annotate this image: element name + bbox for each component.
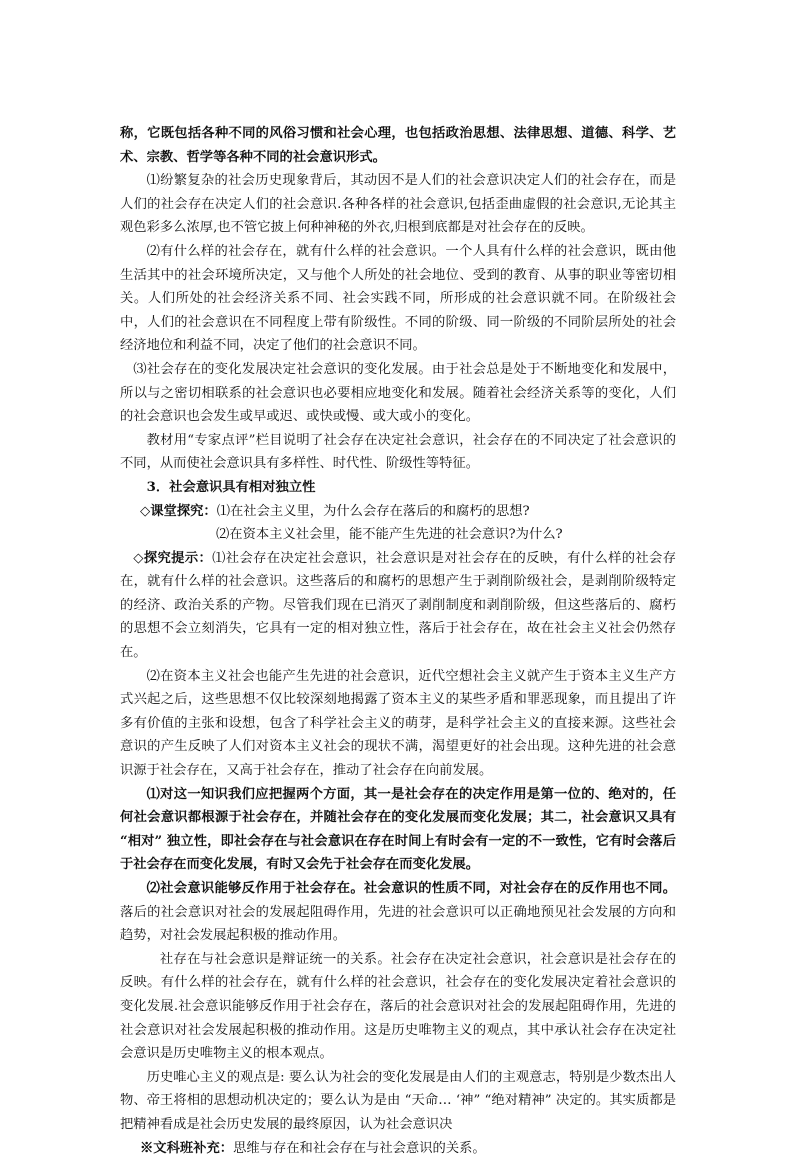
paragraph-point-3: ⑶社会存在的变化发展决定社会意识的变化发展。由于社会总是处于不断地变化和发展中，所以与之密切相联系的社会意识也必要相应地变化和发展。随着社会经济关系等的变化，人们的社会意识也会发生或早或迟、或快或慢、或大或小的变化。 bbox=[120, 361, 676, 425]
section-heading-3: 3．社会意识具有相对独立性 bbox=[146, 479, 316, 495]
tip-label: ◇探究提示： bbox=[133, 550, 213, 566]
paragraph-point-1: ⑴纷繁复杂的社会历史现象背后，其动因不是人们的社会意识决定人们的社会存在，而是人们的社会存在决定人们的社会意识.各种各样的社会意识,包括歪曲虚假的社会意识,无论其主观色彩多么浓厚,也不管它披上何种神秘的外衣,归根到底都是对社会存在的反映。 bbox=[120, 173, 676, 236]
paragraph-counteraction bbox=[120, 877, 676, 948]
paragraph-social-consciousness-forms: 称，它既包括各种不同的风俗习惯和社会心理，也包括政治思想、法律思想、道德、科学、艺术、宗教、哲学等各种不同的社会意识形式。 bbox=[120, 126, 676, 165]
paragraph-expert-comment: 教材用“专家点评”栏目说明了社会存在决定社会意识，社会存在的不同决定了社会意识的不同，从而使社会意识具有多样性、时代性、阶级性等特征。 bbox=[120, 432, 676, 472]
paragraph-historical-idealism: 历史唯心主义的观点是: 要么认为社会的变化发展是由人们的主观意志，特别是少数杰出人物、帝王将相的思想动机决定的；要么认为是由 “天命… ‘神” “绝对精神” 决定的。其实质都是把精神看成是社会历史发展的最终原因，认为社会意识决 bbox=[120, 1069, 676, 1132]
classroom-inquiry bbox=[120, 500, 676, 524]
counteraction-bold: ⑵社会意识能够反作用于社会存在。社会意识的性质不同，对社会存在的反作用也不同。 bbox=[146, 881, 676, 896]
paragraph-relative-independence: ⑴对这一知识我们应把握两个方面，其一是社会存在的决定作用是第一位的、绝对的，任何社会意识都根源于社会存在，并随社会存在的变化发展而变化发展；其二，社会意识又具有 “相对” 独立性，即社会存在与社会意识在存在时间上有时会有一定的不一致性，它有时会落后于社会存在而变化发展，有时又会先于社会存在而变化发展。 bbox=[120, 786, 676, 873]
paragraph-point-2: ⑵有什么样的社会存在，就有什么样的社会意识。一个人具有什么样的社会意识，既由他生活其中的社会环境所决定，又与他个人所处的社会地位、受到的教育、从事的职业等密切相关。人们所处的社会经济关系不同、社会实践不同，所形成的社会意识就不同。在阶级社会中，人们的社会意识在不同程度上带有阶级性。不同的阶级、同一阶级的不同阶层所处的社会经济地位和利益不同，决定了他们的社会意识不同。 bbox=[120, 243, 676, 354]
inquiry-label: ◇课堂探究： bbox=[140, 503, 217, 519]
counteraction-rest: 落后的社会意识对社会的发展起阻碍作用，先进的社会意识可以正确地预见社会发展的方向和趋势，对社会发展起积极的推动作用。 bbox=[120, 904, 676, 944]
inquiry-question-2: ⑵在资本主义社会里，能不能产生先进的社会意识?为什么? bbox=[216, 527, 563, 543]
tip-text: ⑴社会存在决定社会意识，社会意识是对社会存在的反映，有什么样的社会存在，就有什么样的社会意识。这些落后的和腐朽的思想产生于剥削阶级社会，是剥削阶级特定的经济、政治关系的产物。尽管我们现在已消灭了剥削制度和剥削阶级，但这些落后的、腐朽的思想不会立刻消失，它具有一定的相对独立性，落后于社会存在，故在社会主义社会仍然存在。 bbox=[120, 550, 677, 661]
supplement-text: 思维与存在和社会存在与社会意识的关系。 bbox=[233, 1140, 486, 1156]
inquiry-tip bbox=[120, 547, 676, 665]
supplement-label: ※文科班补充： bbox=[140, 1140, 234, 1156]
inquiry-question-1: ⑴在社会主义里，为什么会存在落后的和腐朽的思想? bbox=[216, 503, 530, 519]
liberal-arts-supplement bbox=[120, 1137, 676, 1160]
paragraph-capitalism-advanced-consciousness: ⑵在资本主义社会也能产生先进的社会意识，近代空想社会主义就产生于资本主义生产方式兴起之后，这些思想不仅比较深刻地揭露了资本主义的某些矛盾和罪恶现象，而且提出了许多有价值的主张和设想，包含了科学社会主义的萌芽，是科学社会主义的直接来源。这些社会意识的产生反映了人们对资本主义社会的现状不满，渴望更好的社会出现。这种先进的社会意识源于社会存在，又高于社会存在，推动了社会存在向前发展。 bbox=[120, 668, 676, 779]
paragraph-dialectical-unity: 社存在与社会意识是辩证统一的关系。社会存在决定社会意识，社会意识是社会存在的反映。有什么样的社会存在，就有什么样的社会意识，社会存在的变化发展决定着社会意识的变化发展.社会意识能够反作用于社会存在，落后的社会意识对社会的发展起阻碍作用，先进的社会意识对社会发展起积极的推动作用。这是历史唯物主义的观点，其中承认社会存在决定社会意识是历史唯物主义的根本观点。 bbox=[120, 951, 676, 1062]
document-page bbox=[120, 122, 676, 1160]
